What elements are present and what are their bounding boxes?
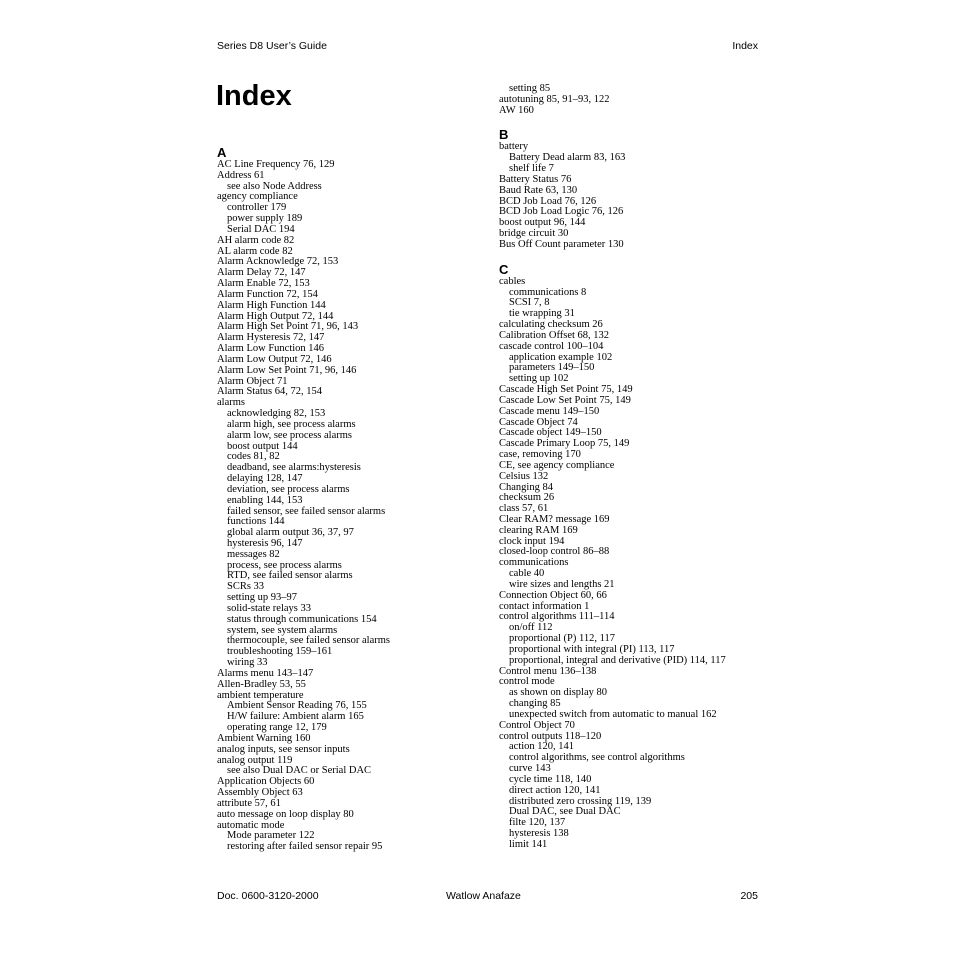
index-subentry: restoring after failed sensor repair 95 [227,841,383,853]
index-subentry: changing 85 [509,698,561,710]
index-entry: Alarm Acknowledge 72, 153 [217,256,339,268]
index-subentry: see also Node Address [227,180,322,192]
index-subentry: tie wrapping 31 [509,308,575,320]
index-entry: Connection Object 60, 66 [499,589,607,601]
index-subentry: alarm high, see process alarms [227,418,356,430]
index-entry: Changing 84 [499,481,553,493]
index-entry: AH alarm code 82 [217,234,295,246]
index-entry: clearing RAM 169 [499,524,578,536]
index-subentry: limit 141 [509,838,548,850]
index-subentry: functions 144 [227,516,285,528]
index-entry: BCD Job Load 76, 126 [499,195,597,207]
index-subentry: setting up 93–97 [227,592,297,604]
index-entry: attribute 57, 61 [217,797,281,809]
index-subentry: as shown on display 80 [509,687,607,699]
index-subentry: system, see system alarms [227,624,338,636]
index-entry: bridge circuit 30 [499,228,569,240]
index-column-left [217,145,485,853]
index-subentry: process, see process alarms [227,559,342,571]
index-entry: communications [499,557,569,569]
index-entry: cascade control 100–104 [499,340,604,352]
index-subentry: unexpected switch from automatic to manual 162 [509,708,717,720]
index-entry: Cascade Low Set Point 75, 149 [499,394,631,406]
index-entry: case, removing 170 [499,449,581,461]
index-subentry: cycle time 118, 140 [509,773,592,785]
footer-page-number: 205 [740,890,758,902]
index-entry: clock input 194 [499,535,565,547]
index-subentry: SCSI 7, 8 [509,297,550,309]
index-entry: Assembly Object 63 [217,787,303,799]
index-subentry: on/off 112 [509,622,553,634]
index-subentry: acknowledging 82, 153 [227,408,326,420]
index-subentry: see also Dual DAC or Serial DAC [227,765,372,777]
index-subentry: deviation, see process alarms [227,483,350,495]
index-entry: Alarm Object 71 [217,375,288,387]
index-subentry: filte 120, 137 [509,817,566,829]
index-subentry: setting up 102 [509,373,569,385]
index-entry: ambient temperature [217,689,304,701]
page-header-right: Index [732,40,758,52]
index-subentry: application example 102 [509,351,613,363]
index-subentry: H/W failure: Ambient alarm 165 [227,711,364,723]
index-entry: Application Objects 60 [217,776,315,788]
index-subentry: cable 40 [509,568,545,580]
index-entry: Address 61 [217,169,265,181]
index-entry: Alarm Low Set Point 71, 96, 146 [217,364,357,376]
index-subentry: solid-state relays 33 [227,602,311,614]
page-title: Index [216,80,292,112]
index-entry: Alarm Low Function 146 [217,343,325,355]
index-entry: Alarm Hysteresis 72, 147 [217,332,325,344]
index-subentry: hysteresis 96, 147 [227,537,303,549]
index-subentry: communications 8 [509,286,587,298]
index-entry: Alarm High Output 72, 144 [217,310,334,322]
index-entry: analog output 119 [217,754,293,766]
index-subentry: codes 81, 82 [227,451,280,463]
index-entry: auto message on loop display 80 [217,808,354,820]
index-entry: Alarms menu 143–147 [217,667,314,679]
index-entry: control algorithms 111–114 [499,611,615,623]
index-subentry: deadband, see alarms:hysteresis [227,462,361,474]
footer-publisher: Watlow Anafaze [446,890,521,902]
index-subentry: controller 179 [227,202,287,214]
index-entry: control outputs 118–120 [499,730,602,742]
index-entry: checksum 26 [499,492,555,504]
index-entry: class 57, 61 [499,503,549,515]
index-subentry: status through communications 154 [227,613,377,625]
index-subentry: parameters 149–150 [509,362,595,374]
index-entry: Alarm High Set Point 71, 96, 143 [217,321,359,333]
index-entry: Cascade menu 149–150 [499,405,600,417]
index-entry: Allen-Bradley 53, 55 [217,678,306,690]
index-subentry: curve 143 [509,763,551,775]
index-column-right [499,84,764,851]
index-entry: AW 160 [499,104,534,116]
index-entry: Cascade High Set Point 75, 149 [499,384,633,396]
index-entry: AL alarm code 82 [217,245,293,257]
index-entry: Celsius 132 [499,470,549,482]
index-entry: Cascade object 149–150 [499,427,602,439]
index-entry: calculating checksum 26 [499,319,603,331]
index-subentry: wire sizes and lengths 21 [509,578,615,590]
index-entry: Battery Status 76 [499,173,572,185]
index-entry: Bus Off Count parameter 130 [499,238,624,250]
index-entry: BCD Job Load Logic 76, 126 [499,206,624,218]
index-entry: Alarm Function 72, 154 [217,288,318,300]
index-entry: AC Line Frequency 76, 129 [217,159,335,170]
index-entry: Alarm Enable 72, 153 [217,278,310,290]
index-entry: autotuning 85, 91–93, 122 [499,93,610,105]
index-letter-heading: A [217,145,227,160]
index-subentry: global alarm output 36, 37, 97 [227,527,354,539]
index-subentry: hysteresis 138 [509,828,569,839]
index-entry: Cascade Object 74 [499,416,578,428]
index-entry: Alarm Status 64, 72, 154 [217,386,322,398]
index-entry: closed-loop control 86–88 [499,546,610,558]
index-entry: automatic mode [217,819,285,831]
index-entry: Baud Rate 63, 130 [499,184,578,196]
index-subentry: delaying 128, 147 [227,473,303,485]
index-subentry: shelf life 7 [509,163,554,175]
index-subentry: enabling 144, 153 [227,494,303,506]
index-entry: battery [499,141,529,153]
index-entry: CE, see agency compliance [499,459,615,471]
index-entry: Alarm High Function 144 [217,299,326,311]
index-entry: cables [499,275,526,287]
index-entry: alarms [217,397,245,409]
index-subentry: SCRs 33 [227,581,265,593]
footer-doc-number: Doc. 0600-3120-2000 [217,890,319,902]
index-entry: boost output 96, 144 [499,217,586,229]
index-subentry: RTD, see failed sensor alarms [227,570,353,582]
index-entry: control mode [499,676,555,688]
index-subentry: troubleshooting 159–161 [227,646,333,658]
index-subentry: setting 85 [509,83,551,94]
index-subentry: alarm low, see process alarms [227,429,352,441]
index-entry: analog inputs, see sensor inputs [217,743,350,755]
index-subentry: operating range 12, 179 [227,722,327,734]
index-entry: Calibration Offset 68, 132 [499,329,610,341]
index-subentry: failed sensor, see failed sensor alarms [227,505,386,517]
index-entry: Clear RAM? message 169 [499,513,610,525]
index-subentry: proportional (P) 112, 117 [509,633,615,645]
index-entry: Cascade Primary Loop 75, 149 [499,438,630,450]
index-subentry: Serial DAC 194 [227,223,295,235]
index-subentry: proportional, integral and derivative (PID) 114, 117 [509,654,726,666]
index-entry: Control menu 136–138 [499,665,597,677]
index-subentry: Ambient Sensor Reading 76, 155 [227,700,367,712]
index-letter-heading: C [499,261,509,277]
index-subentry: thermocouple, see failed sensor alarms [227,635,390,647]
index-letter-heading: B [499,127,509,143]
page-header-left: Series D8 User’s Guide [217,40,327,52]
index-entry: contact information 1 [499,600,590,612]
index-subentry: wiring 33 [227,657,268,669]
index-subentry: control algorithms, see control algorithms [509,752,685,764]
index-subentry: action 120, 141 [509,741,575,753]
index-entry: Alarm Delay 72, 147 [217,267,306,279]
index-subentry: proportional with integral (PI) 113, 117 [509,643,675,655]
index-entry: Control Object 70 [499,719,575,731]
index-subentry: direct action 120, 141 [509,784,601,796]
index-subentry: Dual DAC, see Dual DAC [509,806,621,818]
index-entry: Alarm Low Output 72, 146 [217,353,332,365]
index-subentry: messages 82 [227,548,280,560]
index-entry: agency compliance [217,191,298,203]
index-entry: Ambient Warning 160 [217,732,311,744]
index-subentry: power supply 189 [227,213,303,225]
index-subentry: Battery Dead alarm 83, 163 [509,152,626,164]
index-subentry: distributed zero crossing 119, 139 [509,795,652,807]
index-subentry: boost output 144 [227,440,298,452]
index-subentry: Mode parameter 122 [227,830,315,842]
